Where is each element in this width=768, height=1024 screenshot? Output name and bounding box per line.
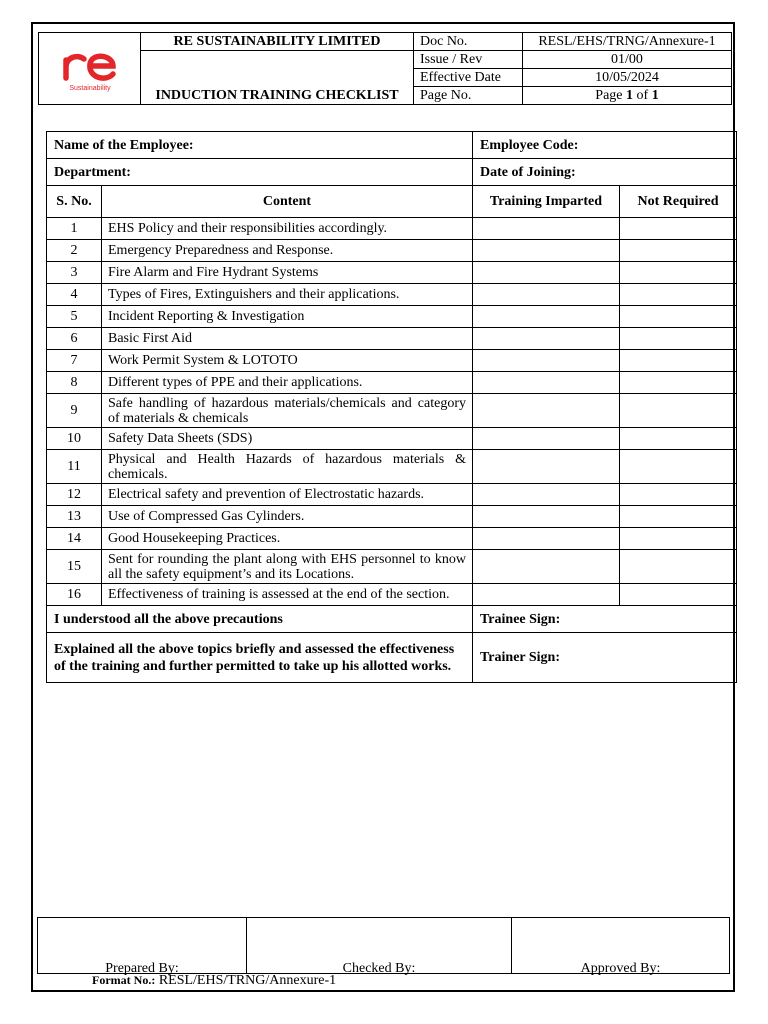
page-number: Page 1 of 1 (523, 87, 732, 105)
item-number: 11 (47, 450, 102, 484)
table-row (47, 372, 737, 394)
item-number: 5 (47, 306, 102, 328)
training-imparted-cell[interactable] (473, 394, 620, 428)
training-imparted-cell[interactable] (473, 428, 620, 450)
understood-statement: I understood all the above precautions (47, 606, 473, 633)
item-content: Effectiveness of training is assessed at the end of the section. (102, 584, 473, 606)
not-required-cell[interactable] (620, 218, 737, 240)
table-row (47, 584, 737, 606)
not-required-cell[interactable] (620, 584, 737, 606)
explained-statement: Explained all the above topics briefly and assessed the effectiveness of the training and further permitted to take up his allotted works. (47, 633, 473, 683)
not-required-cell[interactable] (620, 506, 737, 528)
training-imparted-cell[interactable] (473, 306, 620, 328)
item-number: 6 (47, 328, 102, 350)
checklist-table (46, 131, 737, 683)
item-number: 14 (47, 528, 102, 550)
item-number: 7 (47, 350, 102, 372)
training-imparted-cell[interactable] (473, 350, 620, 372)
not-required-cell[interactable] (620, 528, 737, 550)
item-number: 9 (47, 394, 102, 428)
not-required-cell[interactable] (620, 550, 737, 584)
table-row (47, 450, 737, 484)
meta-value: 10/05/2024 (523, 69, 732, 87)
department-label: Department: (47, 159, 473, 186)
training-imparted-cell[interactable] (473, 328, 620, 350)
logo-cell (39, 33, 141, 105)
item-content: Sent for rounding the plant along with EHS personnel to know all the safety equipment’s and its Locations. (102, 550, 473, 584)
item-content: Safety Data Sheets (SDS) (102, 428, 473, 450)
prepared-by-cell (38, 918, 247, 974)
meta-key: Doc No. (414, 33, 523, 51)
training-imparted-cell[interactable] (473, 506, 620, 528)
meta-value: RESL/EHS/TRNG/Annexure-1 (523, 33, 732, 51)
item-number: 13 (47, 506, 102, 528)
item-number: 16 (47, 584, 102, 606)
approval-signatures (37, 917, 730, 974)
training-imparted-cell[interactable] (473, 372, 620, 394)
item-number: 1 (47, 218, 102, 240)
employee-name-label: Name of the Employee: (47, 132, 473, 159)
item-content: Use of Compressed Gas Cylinders. (102, 506, 473, 528)
prepared-by-label: Prepared By: (105, 961, 179, 976)
table-row (47, 506, 737, 528)
meta-key: Effective Date (414, 69, 523, 87)
training-imparted-cell[interactable] (473, 284, 620, 306)
meta-key: Issue / Rev (414, 51, 523, 69)
meta-key: Page No. (414, 87, 523, 105)
column-header-not-required: Not Required (620, 186, 737, 218)
training-imparted-cell[interactable] (473, 484, 620, 506)
item-content: Incident Reporting & Investigation (102, 306, 473, 328)
checked-by-label: Checked By: (342, 961, 416, 976)
trainer-sign-label: Trainer Sign: (473, 633, 737, 683)
employee-code-label: Employee Code: (473, 132, 737, 159)
item-number: 15 (47, 550, 102, 584)
table-row (47, 240, 737, 262)
not-required-cell[interactable] (620, 372, 737, 394)
item-content: Types of Fires, Extinguishers and their applications. (102, 284, 473, 306)
not-required-cell[interactable] (620, 428, 737, 450)
approved-by-cell (512, 918, 730, 974)
item-content: Safe handling of hazardous materials/chemicals and category of materials & chemicals (102, 394, 473, 428)
training-imparted-cell[interactable] (473, 218, 620, 240)
document-title: INDUCTION TRAINING CHECKLIST (141, 51, 414, 105)
table-row (47, 484, 737, 506)
item-content: Physical and Health Hazards of hazardous materials & chemicals. (102, 450, 473, 484)
document-header (38, 32, 732, 105)
format-number (92, 973, 336, 989)
not-required-cell[interactable] (620, 306, 737, 328)
training-imparted-cell[interactable] (473, 450, 620, 484)
training-imparted-cell[interactable] (473, 584, 620, 606)
table-row (47, 328, 737, 350)
column-header-training-imparted: Training Imparted (473, 186, 620, 218)
item-content: Emergency Preparedness and Response. (102, 240, 473, 262)
table-row (47, 350, 737, 372)
table-row (47, 550, 737, 584)
date-of-joining-label: Date of Joining: (473, 159, 737, 186)
item-number: 4 (47, 284, 102, 306)
table-row (47, 394, 737, 428)
logo-tagline: Sustainability (68, 84, 111, 92)
not-required-cell[interactable] (620, 350, 737, 372)
item-content: Different types of PPE and their applications. (102, 372, 473, 394)
table-row (47, 428, 737, 450)
meta-value: 01/00 (523, 51, 732, 69)
company-name: RE SUSTAINABILITY LIMITED (141, 33, 414, 51)
training-imparted-cell[interactable] (473, 262, 620, 284)
format-label: Format No.: (92, 973, 156, 987)
not-required-cell[interactable] (620, 394, 737, 428)
re-logo-icon (58, 42, 122, 92)
format-value: RESL/EHS/TRNG/Annexure-1 (158, 973, 337, 988)
training-imparted-cell[interactable] (473, 550, 620, 584)
item-number: 12 (47, 484, 102, 506)
item-number: 8 (47, 372, 102, 394)
item-content: Basic First Aid (102, 328, 473, 350)
table-row (47, 284, 737, 306)
not-required-cell[interactable] (620, 484, 737, 506)
checked-by-cell (247, 918, 512, 974)
table-row (47, 218, 737, 240)
approved-by-label: Approved By: (580, 961, 661, 976)
item-number: 10 (47, 428, 102, 450)
item-content: EHS Policy and their responsibilities accordingly. (102, 218, 473, 240)
table-row (47, 306, 737, 328)
item-content: Electrical safety and prevention of Electrostatic hazards. (102, 484, 473, 506)
not-required-cell[interactable] (620, 240, 737, 262)
item-content: Work Permit System & LOTOTO (102, 350, 473, 372)
not-required-cell[interactable] (620, 262, 737, 284)
item-content: Fire Alarm and Fire Hydrant Systems (102, 262, 473, 284)
item-content: Good Housekeeping Practices. (102, 528, 473, 550)
training-imparted-cell[interactable] (473, 240, 620, 262)
column-header-content: Content (102, 186, 473, 218)
training-imparted-cell[interactable] (473, 528, 620, 550)
not-required-cell[interactable] (620, 328, 737, 350)
item-number: 2 (47, 240, 102, 262)
table-row (47, 262, 737, 284)
table-row (47, 528, 737, 550)
column-header-sno: S. No. (47, 186, 102, 218)
not-required-cell[interactable] (620, 450, 737, 484)
not-required-cell[interactable] (620, 284, 737, 306)
item-number: 3 (47, 262, 102, 284)
trainee-sign-label: Trainee Sign: (473, 606, 737, 633)
